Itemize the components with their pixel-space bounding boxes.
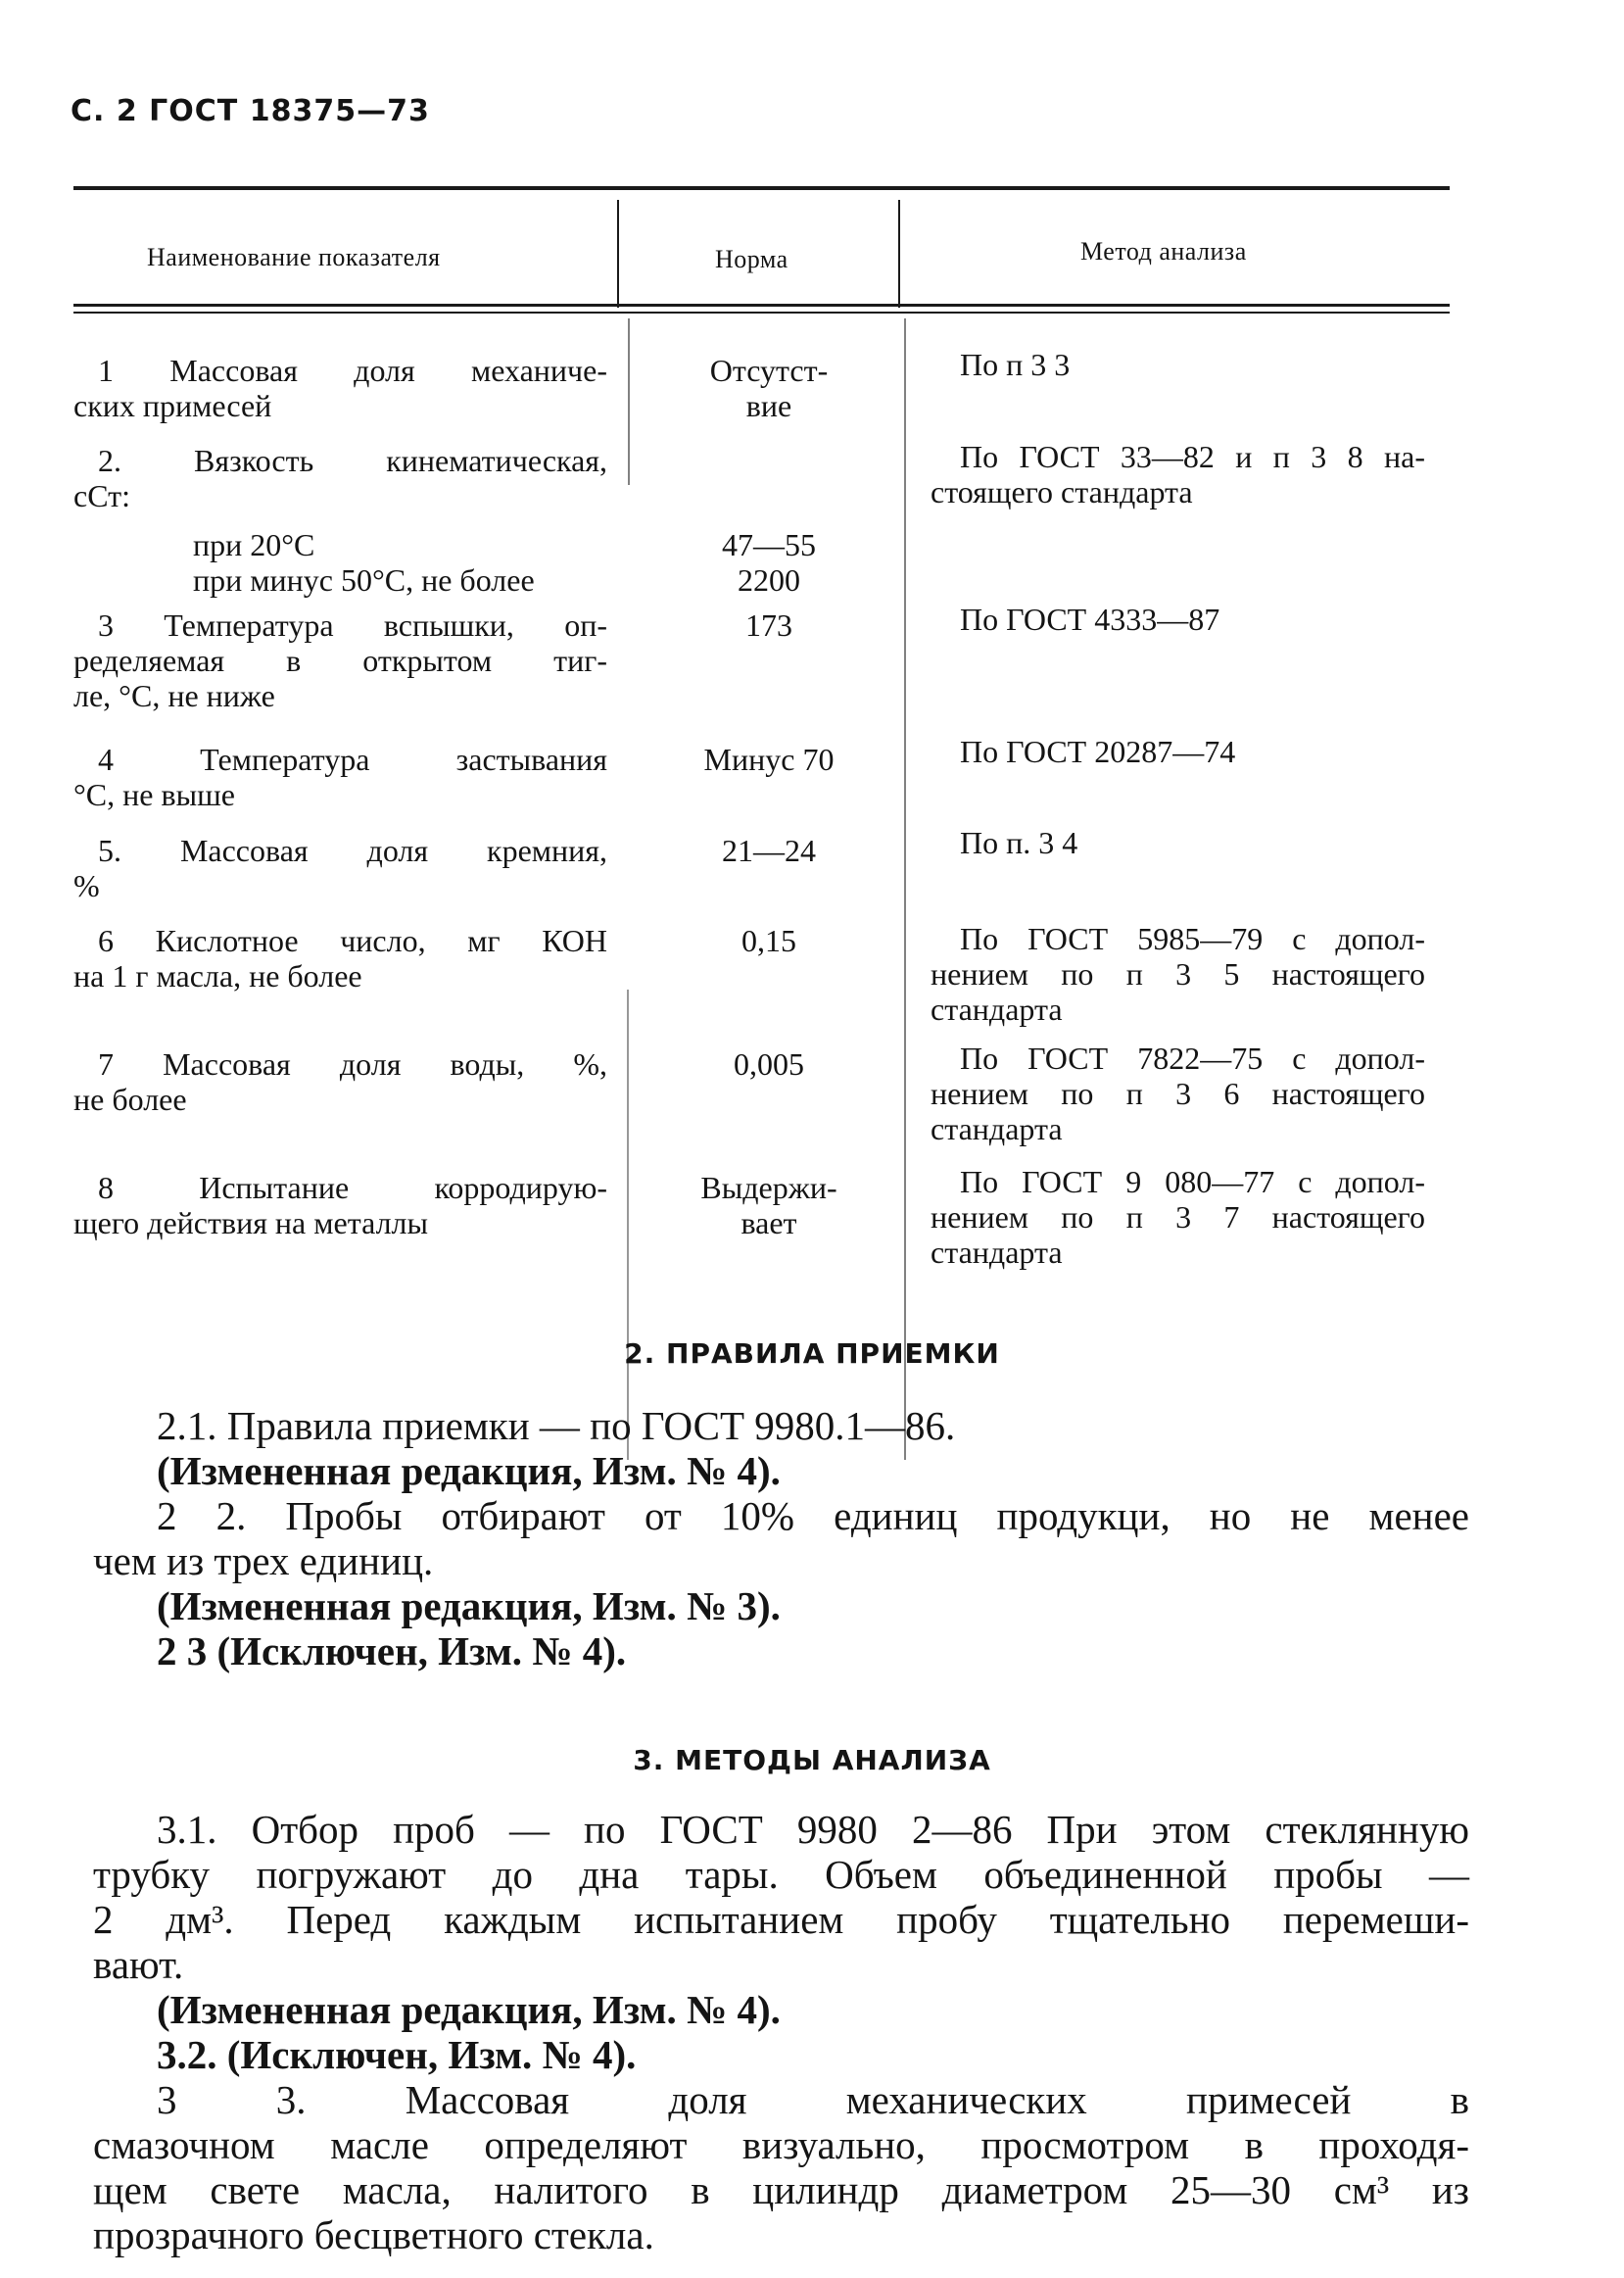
method-ref: По ГОСТ 5985—79 с допол- нением по п 3 5 настоящего стандарта: [931, 921, 1425, 1027]
spec-table: [73, 186, 1450, 1279]
column-header-norm: Норма: [715, 245, 788, 273]
section-body: 2.1. Правила приемки — по ГОСТ 9980.1—86. (Измененная редакция, Изм. № 4). 2 2. Пробы отбирают от 10% единиц продукци, но не менее чем из трех единиц. (Измененная редакция, Изм. № 3). 2 3 (Исключен, Изм. № 4).: [93, 1403, 1469, 1673]
norm-value: 173: [745, 607, 792, 643]
norm-value: 0,15: [741, 923, 796, 958]
indicator-name: 1 Массовая доля механиче- ских примесей: [73, 353, 607, 423]
norm-value: Отсутст- вие: [709, 353, 829, 423]
section-title: 3. МЕТОДЫ АНАЛИЗА: [633, 1744, 991, 1776]
indicator-name: 8 Испытание корродирую- щего действия на металлы: [73, 1170, 607, 1240]
indicator-name: 3 Температура вспышки, оп- ределяемая в открытом тиг- ле, °С, не ниже: [73, 607, 607, 713]
section-title: 2. ПРАВИЛА ПРИЕМКИ: [624, 1337, 1000, 1370]
section-body: 3.1. Отбор проб — по ГОСТ 9980 2—86 При этом стеклянную трубку погружают до дна тары. Объем объединенной пробы — 2 дм³. Перед каждым испытанием пробу тщательно перемеши- вают. (Измененная редакция, Изм. № 4). 3.2. (Исключен, Изм. № 4). 3 3. Массовая доля механических примесей в смазочном масле определяют визуально, просмотром в проходя- щем свете масла, налитого в цилиндр диаметром 25—30 см³ из прозрачного бесцветного стекла.: [93, 1807, 1469, 2257]
method-ref: По п 3 3: [960, 347, 1071, 382]
norm-value: 47—55 2200: [722, 527, 816, 598]
column-header-name: Наименование показателя: [147, 243, 441, 271]
table-header-rule-2: [73, 312, 1450, 314]
indicator-name: при 20°С при минус 50°С, не более: [193, 527, 535, 598]
method-ref: По ГОСТ 7822—75 с допол- нением по п 3 6 настоящего стандарта: [931, 1041, 1425, 1146]
column-divider: [627, 990, 629, 1460]
indicator-name: 7 Массовая доля воды, %, не более: [73, 1046, 607, 1117]
method-ref: По ГОСТ 9 080—77 с допол- нением по п 3 7 настоящего стандарта: [931, 1164, 1425, 1270]
column-header-method: Метод анализа: [1080, 237, 1247, 266]
norm-value: Минус 70: [703, 742, 835, 777]
indicator-name: 4 Температура застывания °С, не выше: [73, 742, 607, 812]
norm-value: Выдержи- вает: [700, 1170, 837, 1240]
table-top-rule: [73, 186, 1450, 190]
column-divider: [617, 200, 619, 308]
norm-value: 21—24: [722, 833, 816, 868]
column-divider: [898, 200, 900, 308]
indicator-name: 2. Вязкость кинематическая, сСт:: [73, 443, 607, 513]
column-divider: [904, 318, 906, 1460]
method-ref: По ГОСТ 20287—74: [960, 734, 1236, 769]
indicator-name: 5. Массовая доля кремния, %: [73, 833, 607, 903]
table-header-rule: [73, 304, 1450, 307]
method-ref: По ГОСТ 4333—87: [960, 602, 1220, 637]
method-ref: По ГОСТ 33—82 и п 3 8 на- стоящего стандарта: [931, 439, 1425, 509]
norm-value: 0,005: [734, 1046, 804, 1082]
column-divider: [628, 318, 630, 485]
indicator-name: 6 Кислотное число, мг КОН на 1 г масла, не более: [73, 923, 607, 994]
page-header: С. 2 ГОСТ 18375—73: [71, 94, 430, 128]
method-ref: По п. 3 4: [960, 825, 1078, 860]
